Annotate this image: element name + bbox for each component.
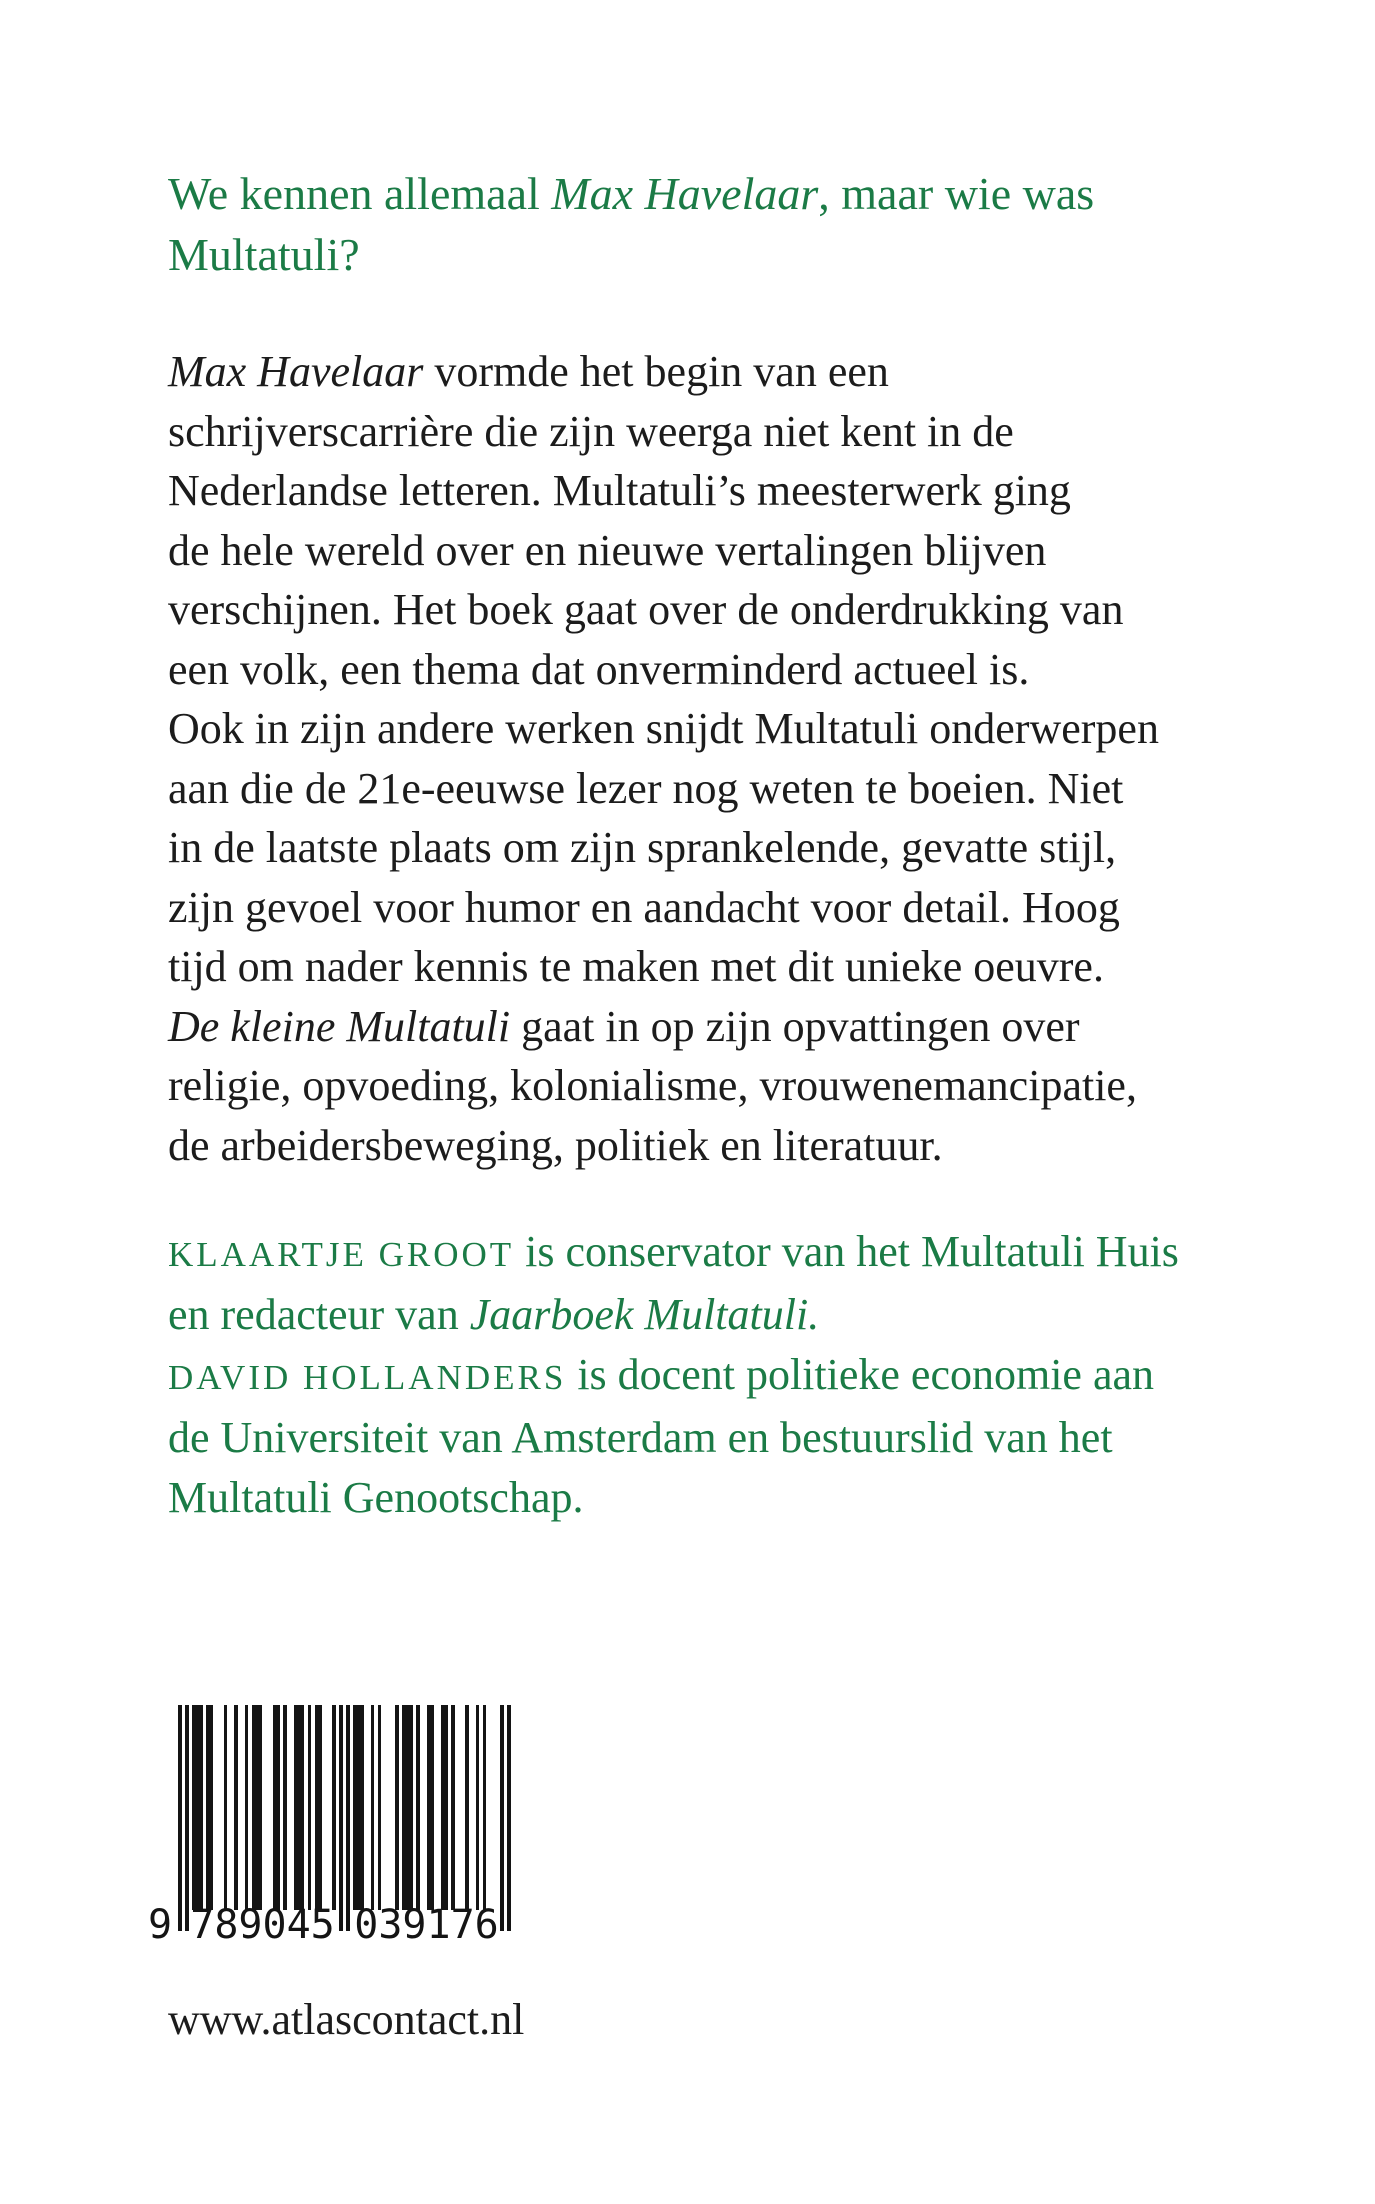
author-name-smallcaps: KLAARTJE GROOT <box>168 1235 515 1274</box>
blurb-text: vormde het begin van een <box>423 347 889 396</box>
headline-text: Multatuli? <box>168 229 360 280</box>
bio-line <box>168 1468 1179 1528</box>
publisher-url: www.atlascontact.nl <box>168 1995 525 2044</box>
book-title-italic: De kleine Multatuli <box>168 1001 511 1051</box>
publisher-website <box>168 1997 524 2043</box>
blurb-text: aan die de 21e-eeuwse lezer nog weten te boeien. Niet <box>168 763 1124 813</box>
blurb-line <box>168 342 1159 402</box>
barcode-digits-right: 039176 <box>354 1902 499 1948</box>
headline-line-1 <box>168 163 1094 224</box>
blurb-line <box>168 521 1159 581</box>
blurb-line <box>168 878 1159 938</box>
blurb-text: de arbeidersbeweging, politiek en literatuur. <box>168 1120 943 1170</box>
author-bio <box>168 1222 1179 1528</box>
headline-line-2 <box>168 224 1094 285</box>
bio-line <box>168 1222 1179 1285</box>
headline <box>168 163 1094 285</box>
blurb-line <box>168 937 1159 997</box>
author-name-smallcaps: DAVID HOLLANDERS <box>168 1358 567 1397</box>
blurb-line <box>168 759 1159 819</box>
blurb-text: zijn gevoel voor humor en aandacht voor detail. Hoog <box>168 882 1120 932</box>
barcode-lead-digit: 9 <box>148 1902 173 1948</box>
blurb-paragraph <box>168 342 1159 1175</box>
blurb-text: een volk, een thema dat onverminderd actueel is. <box>168 644 1030 694</box>
blurb-text: gaat in op zijn opvattingen over <box>510 1001 1080 1051</box>
blurb-text: Ook in zijn andere werken snijdt Multatuli onderwerpen <box>168 704 1159 753</box>
book-title-italic: Max Havelaar <box>168 347 424 396</box>
barcode-bars <box>178 1705 511 1931</box>
blurb-line <box>168 699 1159 759</box>
blurb-line <box>168 580 1159 640</box>
blurb-line <box>168 818 1159 878</box>
barcode-digits-left: 789045 <box>190 1902 335 1948</box>
blurb-text: religie, opvoeding, kolonialisme, vrouwenemancipatie, <box>168 1061 1137 1110</box>
blurb-text: schrijverscarrière die zijn weerga niet kent in de <box>168 406 1014 456</box>
bio-line <box>168 1285 1179 1345</box>
blurb-line <box>168 461 1159 521</box>
bio-text: de Universiteit van Amsterdam en bestuurslid van het <box>168 1413 1113 1462</box>
blurb-text: verschijnen. Het boek gaat over de onderdrukking van <box>168 585 1124 634</box>
bio-text: Multatuli Genootschap. <box>168 1473 584 1522</box>
blurb-line <box>168 402 1159 462</box>
bio-text: is conservator van het Multatuli Huis <box>514 1227 1179 1276</box>
bio-text: is docent politieke economie aan <box>566 1350 1155 1399</box>
bio-line <box>168 1345 1179 1408</box>
bio-text: en redacteur van <box>168 1290 470 1339</box>
book-title-italic: Max Havelaar <box>551 168 819 219</box>
blurb-text: de hele wereld over en nieuwe vertalingen blijven <box>168 525 1047 575</box>
blurb-text: in de laatste plaats om zijn sprankelende, gevatte stijl, <box>168 823 1117 872</box>
headline-text: , maar wie was <box>818 168 1095 219</box>
journal-title-italic: Jaarboek Multatuli. <box>469 1290 820 1339</box>
blurb-line <box>168 1116 1159 1176</box>
blurb-line <box>168 997 1159 1057</box>
blurb-line <box>168 640 1159 700</box>
blurb-text: tijd om nader kennis te maken met dit unieke oeuvre. <box>168 942 1104 991</box>
blurb-line <box>168 1056 1159 1116</box>
blurb-text: Nederlandse letteren. Multatuli’s meesterwerk ging <box>168 466 1071 515</box>
bio-line <box>168 1408 1179 1468</box>
headline-text: We kennen allemaal <box>168 168 552 219</box>
